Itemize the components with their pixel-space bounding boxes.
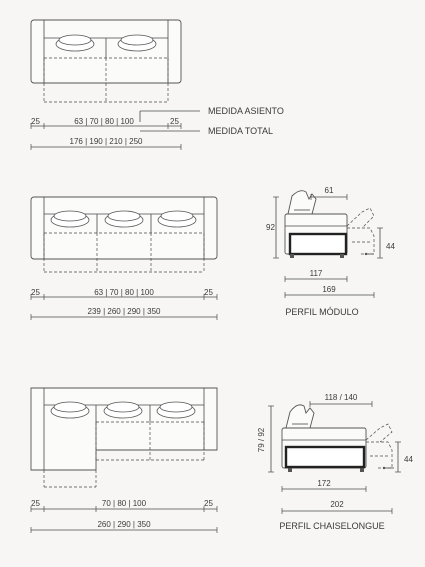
chaise-profile-caption: PERFIL CHAISELONGUE [279, 521, 385, 531]
chaise-depth-range-label: 118 / 140 [324, 393, 358, 402]
chaise-profile-drawing [268, 401, 401, 514]
d3-total-widths-label: 260 | 290 | 350 [97, 520, 151, 529]
two-seat-dimensions [31, 111, 200, 150]
d3-seat-widths-label: 70 | 80 | 100 [101, 499, 147, 508]
d1-seat-widths-label: 63 | 70 | 80 | 100 [74, 117, 134, 126]
chaise-dimensions [31, 499, 217, 533]
module-seat-height-label: 44 [386, 242, 395, 251]
d1-arm-right-label: 25 [170, 117, 179, 126]
d2-arm-left-label: 25 [31, 288, 40, 297]
module-height-label: 92 [266, 223, 275, 232]
legend-seat-measure: MEDIDA ASIENTO [208, 106, 284, 116]
d1-total-widths-label: 176 | 190 | 210 | 250 [69, 137, 143, 146]
chaise-height-label: 79 / 92 [257, 427, 266, 453]
chaise-depth-label: 172 [317, 479, 331, 488]
chaise-depth-open-label: 202 [330, 500, 344, 509]
d2-total-widths-label: 239 | 260 | 290 | 350 [87, 307, 161, 316]
module-depth-open-label: 169 [322, 285, 336, 294]
two-seat-sofa-plan [31, 20, 181, 102]
d3-arm-left-label: 25 [31, 499, 40, 508]
d2-seat-widths-label: 63 | 70 | 80 | 100 [94, 288, 154, 297]
legend-total-measure: MEDIDA TOTAL [208, 126, 274, 136]
chaise-sofa-plan [31, 388, 217, 487]
module-backrest-depth-label: 61 [324, 186, 334, 195]
module-profile-caption: PERFIL MÓDULO [285, 307, 359, 317]
chaise-seat-height-label: 44 [404, 455, 413, 464]
d1-arm-left-label: 25 [31, 117, 40, 126]
module-profile-drawing [273, 191, 383, 298]
module-depth-label: 117 [309, 269, 323, 278]
three-seat-dimensions [31, 288, 217, 320]
d3-arm-right-label: 25 [204, 499, 213, 508]
d2-arm-right-label: 25 [204, 288, 213, 297]
three-seat-sofa-plan [31, 197, 217, 272]
